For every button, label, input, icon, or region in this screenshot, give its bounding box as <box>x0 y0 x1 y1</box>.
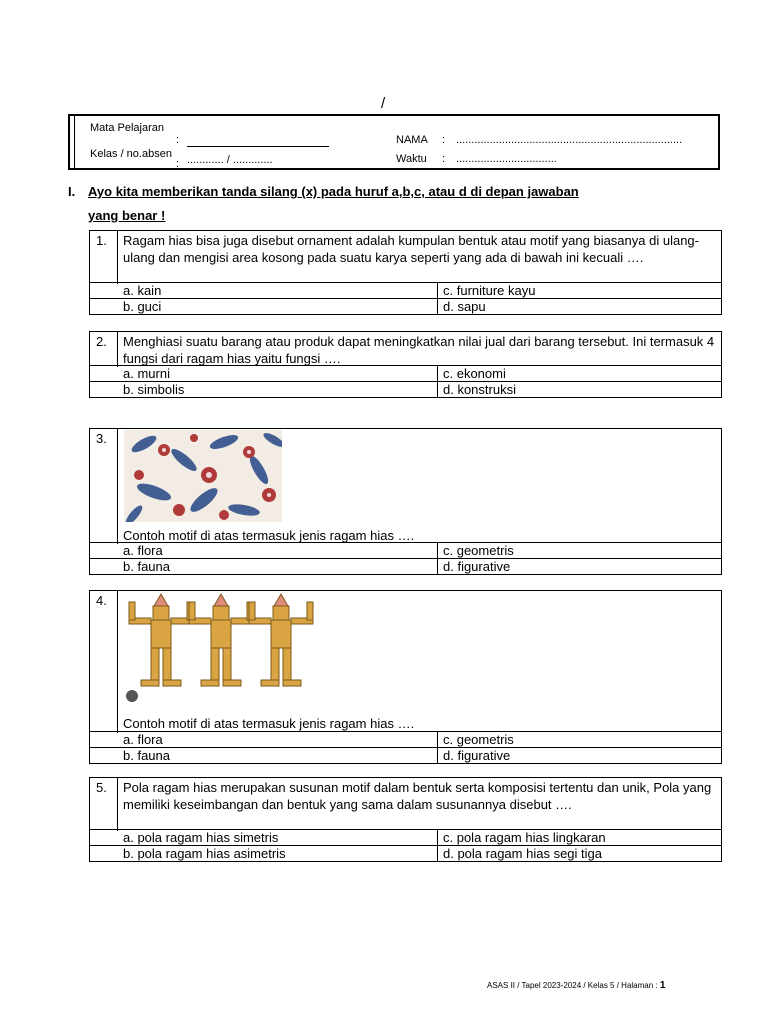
option-row <box>90 558 721 574</box>
subject-colon: : <box>176 134 180 146</box>
question-number: 1. <box>96 233 107 248</box>
subject-input-line[interactable] <box>187 146 329 147</box>
option-a[interactable]: a. murni <box>123 366 170 381</box>
class-label: Kelas / no.absen <box>90 148 172 160</box>
option-b[interactable]: b. fauna <box>123 748 170 763</box>
option-c[interactable]: c. furniture kayu <box>443 283 536 298</box>
number-divider <box>117 591 118 733</box>
question-number: 2. <box>96 334 107 349</box>
name-label: NAMA <box>396 134 428 146</box>
option-b[interactable]: b. fauna <box>123 559 170 574</box>
option-row <box>90 731 721 747</box>
option-c[interactable]: c. ekonomi <box>443 366 506 381</box>
number-divider <box>117 429 118 544</box>
option-divider <box>437 382 438 397</box>
time-label: Waktu <box>396 153 427 165</box>
question-text: Ragam hias bisa juga disebut ornament adalah kumpulan bentuk atau motif yang biasanya di ulang-ulang dan mengisi area kosong pada suatu karya seperti yang ada di bawah ini kecuali …. <box>123 233 699 265</box>
question-text: Contoh motif di atas termasuk jenis ragam hias …. <box>123 716 415 731</box>
option-row <box>90 298 721 314</box>
option-divider <box>437 559 438 574</box>
name-colon: : <box>442 134 446 146</box>
option-a[interactable]: a. kain <box>123 283 162 298</box>
option-row <box>90 829 721 845</box>
class-colon: : <box>176 158 180 170</box>
question-number: 4. <box>96 593 107 608</box>
flora-motif-image <box>124 430 282 522</box>
question-text: Contoh motif di atas termasuk jenis ragam hias …. <box>123 528 415 543</box>
option-d[interactable]: d. sapu <box>443 299 486 314</box>
section-line-2: yang benar ! <box>88 208 166 223</box>
option-c[interactable]: c. geometris <box>443 543 514 558</box>
option-a[interactable]: a. pola ragam hias simetris <box>123 830 279 845</box>
option-d[interactable]: d. figurative <box>443 559 511 574</box>
question-text: Menghiasi suatu barang atau produk dapat meningkatkan nilai jual dari barang tersebut. Ini termasuk 4 fungsi dari ragam hias yaitu fungsi …. <box>123 334 715 366</box>
option-divider <box>437 366 438 381</box>
question-number: 5. <box>96 780 107 795</box>
question-text: Pola ragam hias merupakan susunan motif dalam bentuk serta komposisi tertentu dan unik, Pola yang memiliki keseimbangan dan bentuk yang sama dalam susunannya disebut …. <box>123 780 712 812</box>
option-b[interactable]: b. pola ragam hias asimetris <box>123 846 286 861</box>
question-1 <box>89 230 722 315</box>
page-footer <box>487 980 665 991</box>
identity-box <box>68 114 720 170</box>
option-divider <box>437 748 438 763</box>
option-a[interactable]: a. flora <box>123 732 163 747</box>
option-c[interactable]: c. geometris <box>443 732 514 747</box>
name-value[interactable]: .......................................................................... <box>456 134 683 146</box>
identity-box-inner-line <box>74 116 75 168</box>
option-divider <box>437 543 438 558</box>
footer-text: ASAS II / Tapel 2023-2024 / Kelas 5 / Halaman : <box>487 981 660 990</box>
number-divider <box>117 332 118 367</box>
option-divider <box>437 732 438 747</box>
option-row <box>90 845 721 861</box>
option-row <box>90 747 721 763</box>
header-slash: / <box>381 95 386 112</box>
time-value[interactable]: ................................. <box>456 153 557 165</box>
option-divider <box>437 830 438 845</box>
question-5 <box>89 777 722 862</box>
question-3 <box>89 428 722 575</box>
section-line-1: Ayo kita memberikan tanda silang (x) pada huruf a,b,c, atau d di depan jawaban <box>88 184 579 199</box>
figurative-motif-image <box>124 592 324 708</box>
time-colon: : <box>442 153 446 165</box>
option-row <box>90 381 721 397</box>
option-d[interactable]: d. pola ragam hias segi tiga <box>443 846 602 861</box>
question-number: 3. <box>96 431 107 446</box>
class-value[interactable]: ............ / ............. <box>187 154 273 166</box>
option-d[interactable]: d. konstruksi <box>443 382 516 397</box>
question-2 <box>89 331 722 398</box>
option-row <box>90 282 721 298</box>
option-row <box>90 365 721 381</box>
subject-label: Mata Pelajaran <box>90 122 164 134</box>
page-number: 1 <box>659 980 666 991</box>
option-divider <box>437 283 438 298</box>
option-b[interactable]: b. guci <box>123 299 162 314</box>
number-divider <box>117 778 118 831</box>
option-b[interactable]: b. simbolis <box>123 382 185 397</box>
section-number: I. <box>68 184 76 199</box>
question-4 <box>89 590 722 764</box>
option-row <box>90 542 721 558</box>
number-divider <box>117 231 118 284</box>
option-c[interactable]: c. pola ragam hias lingkaran <box>443 830 606 845</box>
option-d[interactable]: d. figurative <box>443 748 511 763</box>
option-divider <box>437 846 438 861</box>
option-divider <box>437 299 438 314</box>
option-a[interactable]: a. flora <box>123 543 163 558</box>
